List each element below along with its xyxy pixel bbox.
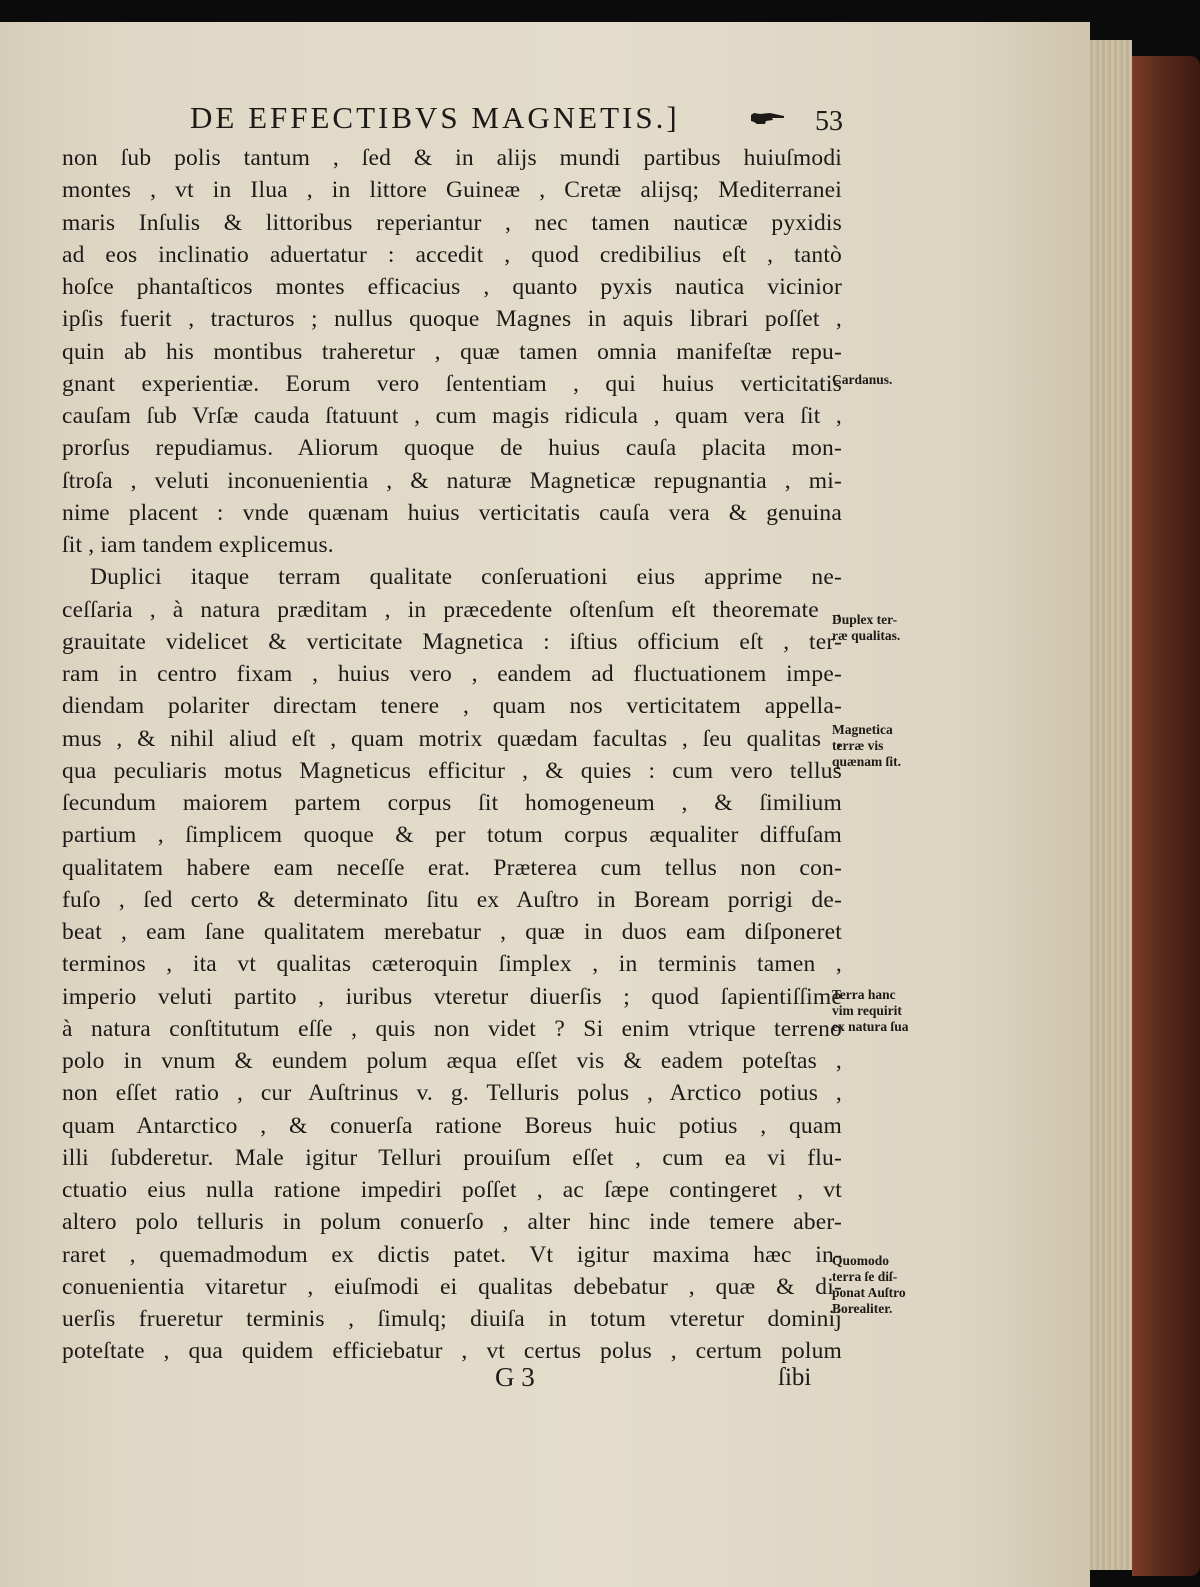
text-line: beat , eam ſane qualitatem merebatur , quæ in duos eam diſponeret [62, 919, 842, 945]
text-line: conuenientia vitaretur , eiuſmodi ei qualitas debebatur , quæ & di- [62, 1273, 842, 1300]
marginal-note-line: Cardanus. [832, 372, 893, 387]
text-line: hoſce phantaſticos montes efficacius , quanto pyxis nautica vicinior [62, 274, 842, 300]
text-line: illi ſubderetur. Male igitur Telluri prouiſum eſſet , cum ea vi flu- [62, 1144, 842, 1171]
text-line: ſtroſa , veluti inconuenientia , & naturæ Magneticæ repugnantia , mi- [62, 467, 842, 494]
page-number: 53 [815, 106, 843, 137]
marginal-note-line: Duplex ter- [832, 612, 898, 627]
marginal-note-terra-vim [832, 987, 962, 1035]
text-line: altero polo telluris in polum conuerſo , alter hinc inde temere aber- [62, 1209, 842, 1236]
pointing-hand-icon [750, 110, 786, 128]
page-edges [1090, 40, 1132, 1570]
text-line: ram in centro fixam , huius vero , eandem ad fluctuationem impe- [62, 661, 842, 687]
text-line: qua peculiaris motus Magneticus efficitur , & quies : cum vero tellus [62, 757, 842, 784]
text-line: à natura conſtitutum eſſe , quis non videt ? Si enim vtrique terreno [62, 1015, 842, 1042]
marginal-note-line: terræ vis [832, 738, 884, 753]
text-line: non eſſet ratio , cur Auſtrinus v. g. Telluris polus , Arctico potius , [62, 1080, 842, 1107]
marginal-note-line: Terra hanc [832, 987, 896, 1002]
marginal-note-line: ræ qualitas. [832, 628, 901, 643]
text-line: diendam polariter directam tenere , quam nos verticitatem appella- [62, 693, 842, 720]
text-line: ctuatio eius nulla ratione impediri poſſet , ac ſæpe contingeret , vt [62, 1177, 842, 1203]
text-line: raret , quemadmodum ex dictis patet. Vt igitur maxima hæc in- [62, 1241, 842, 1268]
running-head [190, 100, 850, 140]
text-line: terminos , ita vt qualitas cæteroquin ſimplex , in terminis tamen , [62, 951, 842, 978]
marginal-note-line: Borealiter. [832, 1301, 893, 1316]
marginal-note-magnetica-vis [832, 722, 962, 770]
text-line: maris Inſulis & littoribus reperiantur , nec tamen nauticæ pyxidis [62, 209, 842, 236]
marginal-note-line: Magnetica [832, 722, 893, 737]
signature-mark: G 3 [495, 1362, 535, 1392]
text-line: ipſis fuerit , tracturos ; nullus quoque Magnes in aquis librari poſſet , [62, 306, 842, 333]
text-line: partium , ſimplicem quoque & per totum corpus æqualiter diffuſam [62, 822, 842, 849]
text-line: non ſub polis tantum , ſed & in alijs mundi partibus huiuſmodi [62, 145, 842, 171]
text-line: mus , & nihil aliud eſt , quam motrix quædam facultas , ſeu qualitas , [62, 725, 842, 752]
text-line: cauſam ſub Vrſæ cauda ſtatuunt , cum magis ridicula , quam vera ſit , [62, 403, 842, 429]
text-line: ad eos inclinatio aduertatur : accedit , quod credibilius eſt , tantò [62, 241, 842, 268]
marginal-note-line: ponat Auſtro [832, 1285, 906, 1300]
text-line: prorſus repudiamus. Aliorum quoque de huius cauſa placita mon- [62, 435, 842, 462]
text-line: quam Antarctico , & conuerſa ratione Boreus huic potius , quam [62, 1112, 842, 1139]
running-title: DE EFFECTIBVS MAGNETIS.] [190, 100, 680, 135]
catchword: ſibi [778, 1364, 812, 1391]
marginal-note-cardanus [832, 372, 962, 388]
paragraph-end-line: ſit , iam tandem explicemus. [62, 532, 334, 558]
marginal-note-line: vim requirit [832, 1003, 902, 1018]
text-line: qualitatem habere eam neceſſe erat. Præterea cum tellus non con- [62, 854, 842, 881]
marginal-note-quomodo [832, 1253, 962, 1317]
marginal-note-line: terra ſe diſ- [832, 1269, 898, 1284]
text-line: ceſſaria , à natura præditam , in præcedente oſtenſum eſt theoremate , [62, 596, 842, 623]
text-line: fuſo , ſed certo & determinato ſitu ex Auſtro in Boream porrigi de- [62, 886, 842, 913]
text-line: poteſtate , qua quidem efficiebatur , vt certus polus , certum polum [62, 1338, 842, 1365]
page-footer [0, 1362, 1000, 1402]
body-text [62, 142, 842, 1368]
text-line: montes , vt in Ilua , in littore Guineæ , Cretæ alijsq; Mediterranei [62, 177, 842, 204]
marginal-note-duplex-qualitas [832, 612, 962, 644]
text-line: ſecundum maiorem partem corpus ſit homogeneum , & ſimilium [62, 790, 842, 816]
text-line: uerſis frueretur terminis , ſimulq; diuiſa in totum vteretur dominij [62, 1306, 842, 1332]
text-line: nime placent : vnde quænam huius verticitatis cauſa vera & genuina [62, 499, 842, 526]
paragraph-first-line: Duplici itaque terram qualitate conſeruationi eius apprime ne- [90, 564, 842, 591]
marginal-note-line: ex natura ſua [832, 1019, 909, 1034]
book-cover [1132, 56, 1200, 1576]
text-line: grauitate videlicet & verticitate Magnetica : iſtius officium eſt , ter- [62, 628, 842, 655]
marginal-note-line: quænam ſit. [832, 754, 902, 769]
text-line: polo in vnum & eundem polum æqua eſſet vis & eadem poteſtas , [62, 1048, 842, 1074]
text-line: imperio veluti partito , iuribus vteretur diuerſis ; quod ſapientiſſime [62, 983, 842, 1010]
marginal-note-line: Quomodo [832, 1253, 890, 1268]
text-line: gnant experientiæ. Eorum vero ſententiam , qui huius verticitatis [62, 370, 842, 397]
text-line: quin ab his montibus traheretur , quæ tamen omnia manifeſtæ repu- [62, 338, 842, 365]
